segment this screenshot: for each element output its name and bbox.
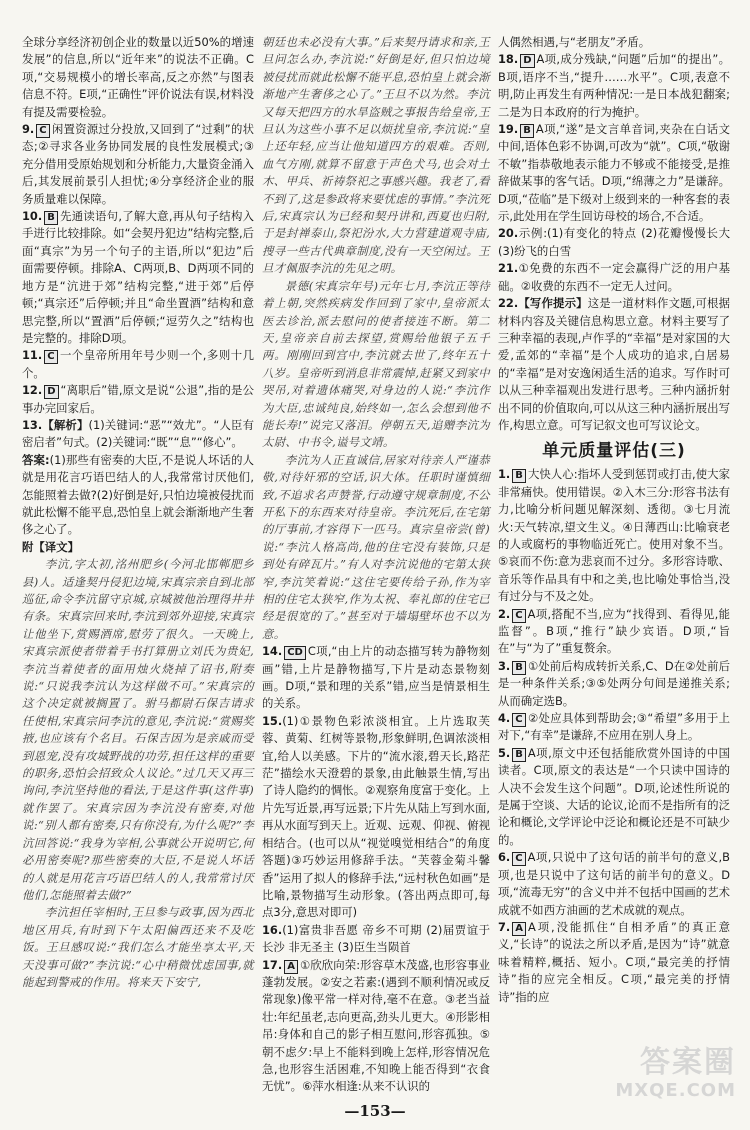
- answer-text: 这是一道材料作文题,可根据材料内容及关键信息构思立意。材料主要写了三种幸福的表现,卢作孚的“幸福”是对家国的大爱,孟郊的“幸福”是个人成功的追求,白居易的“幸福”是对安逸闲适生活的追求。写作时可以从三种幸福观出发进行思考。三种内涵折射出不同的价值取向,可以从这三种内涵折展出写作,构思立意。可写记叙文也可写议论文。: [498, 296, 730, 432]
- watermark-url: MXQE.COM: [615, 1080, 736, 1101]
- question-number: 11.: [22, 348, 43, 363]
- answer-item-s7: [498, 919, 730, 1006]
- answer-text: A项,“遂”是文言单音词,夹杂在白话文中间,语体色彩不协调,可改为“就”。C项,“敬谢不敏”指恭敬地表示能力不够或不能接受,是推辞做某事的客气话。D项,“绵薄之力”是谦辞。D项,“莅临”是下级对上级到来的一种客套的表示,此处用在学生回访母校的场合,不合适。: [498, 122, 730, 224]
- watermark-text: 答案圈: [640, 1045, 736, 1080]
- left-intro-text: 全球分享经济初创企业的数量以近50%的增速发展”的信息,所以“近年来”的说法不正确。C项,“交易规模小的增长率高,反之亦然”与图表信息不符。E项,“正确性”评价说法有误,材料没有提及需要检验。: [22, 35, 254, 119]
- answer-choice: B: [512, 661, 526, 675]
- answer-item-s3: [498, 658, 730, 710]
- question-number: 22.: [498, 296, 519, 311]
- question-number: 13.: [22, 417, 43, 432]
- answer-item-13: [22, 417, 254, 452]
- page-number: —153—: [344, 1102, 406, 1120]
- answer-text: 示例:(1)有变化的特点 (2)花瓣慢慢长大 (3)纷飞的白雪: [498, 226, 730, 258]
- answer-item-17: [262, 957, 490, 1096]
- question-number: 2.: [498, 606, 511, 621]
- question-number: 14.: [262, 644, 283, 659]
- answer-text: (1)那些有密奏的大臣,不是说人坏话的人就是用花言巧语巴结人的人,我常常讨厌他们,怎能照着去做?(2)好倒是好,只怕边境被侵扰而就此松懈不能平息,恐怕皇上就会渐渐地产生奢侈之心了。: [22, 452, 254, 537]
- answer-text: 大快人心:指坏人受到惩罚或打击,使大家非常痛快。使用错误。②入木三分:形容书法有力,比喻分析问题见解深刻、透彻。③七月流火:天气转凉,望文生义。④日薄西山:比喻衰老的人或腐朽的事物临近死亡。使用对象不当。⑤哀而不伤:意为悲哀而不过分。多形容诗歌、音乐等作品具有中和之美,也比喻处事恰当,没有过分与不及之处。: [498, 467, 730, 604]
- answer-text: (1)关键词:“恶”“效尤”。“人臣有密启者”句式。(2)关键词:“既”“息”“修心”。: [22, 417, 254, 450]
- answer-item-14: [262, 643, 490, 713]
- translation-paragraph: 李沆担任宰相时,王旦参与政事,因为西北地区用兵,有时到下午太阳偏西还来不及吃饭。王旦感叹说:“我们怎么才能坐享太平,天天没事可做?”李沆说:“心中稍微忧虑国事,就能起到警戒的作用。将来天下安宁,: [22, 905, 254, 989]
- answer-choice: CD: [284, 646, 306, 660]
- answer-text: A项,没能抓住“自相矛盾”的真正意义,“长诗”的说法之所以矛盾,是因为“诗”就意味着精粹,概括、短小。C项,“最完美的抒情诗”指的应完全相反。C项,“最完美的抒情诗”指的应: [498, 919, 730, 1004]
- answer-item-18: [498, 51, 730, 121]
- section-title: 单元质量评估(三): [542, 441, 686, 462]
- answer-item-12: [22, 382, 254, 417]
- left-column: [22, 34, 254, 991]
- answer-text: 闲置资源过分投放,又回到了“过剩”的状态;②寻求各业务协同发展的良性发展模式;③充分借用受原始规划和分析能力,大量资金涌入后,其发展前景引人担忧;④分享经济企业的服务质量难以保障。: [22, 122, 254, 206]
- answer-item-15: [262, 713, 490, 922]
- answer-choice: C: [36, 124, 49, 138]
- question-number: 18.: [498, 52, 519, 67]
- answer-label: 答案:: [22, 452, 50, 467]
- answer-choice: B: [44, 211, 58, 225]
- writing-tip-tag: 【写作提示】: [518, 296, 588, 311]
- answer-choice: C: [44, 350, 57, 364]
- answer-item-s5: [498, 745, 730, 849]
- answer-text: (1)①景物色彩浓淡相宜。上片选取芙蓉、黄菊、红树等景物,形象鲜明,色调浓淡相宜,给人以美感。下片的“流水滚,碧天长,路茫茫”描绘水天澄碧的景象,由此触景生情,写出了诗人隐约的惆怅。②观察角度富于变化。上片先写近景,再写远景;下片先从陆上写到水面,再从水面写到天上。近观、远观、仰视、俯视相结合。(也可以从“视觉嗅觉相结合”的角度答题)③巧妙运用修辞手法。“芙蓉金菊斗馨香”运用了拟人的修辞手法,“远村秋色如画”是比喻,景物描写生动形象。(答出两点即可,每点3分,意思对即可): [262, 713, 490, 920]
- answer-item-s1: [498, 466, 730, 605]
- answer-item-s2: [498, 606, 730, 658]
- question-number: 20.: [498, 226, 519, 241]
- answer-text: A项,成分残缺,“问题”后加“的提出”。B项,语序不当,“提升……水平”。C项,表意不明,防止再发生有两种情况:一是日本战犯翻案;二是为日本政府的行为掩护。: [498, 52, 730, 119]
- answer-choice: A: [284, 960, 298, 974]
- answer-text: 先通读语句,了解大意,再从句子结构入手进行比较排除。如“会契丹犯边”结构完整,后面“真宗”为另一个句子的主语,所以“犯边”后面需要停顿。排除A、C两项,B、D两项不同的地方是“沆进于郊”结构完整,“进于郊”后停顿;“真宗还”后停顿;并且“命坐置酒”结构和意思完整,所以“置酒”后停顿;“逗劳久之”结构也是完整的。排除D项。: [22, 209, 254, 345]
- middle-column: [262, 34, 490, 1096]
- answer-item-s6: [498, 849, 730, 919]
- answer-text: A项,只说中了这句话的前半句的意义,B项,也是只说中了这句话的前半句的意义。D项,“流毒无穷”的含义中并不包括中国画的艺术成就不如西方油画的艺术成就的观点。: [498, 850, 730, 917]
- answer-choice: C: [512, 713, 525, 727]
- answer-choice: C: [512, 609, 525, 623]
- answer-text: ①免费的东西不一定会赢得广泛的用户基础。②收费的东西不一定无人过问。: [498, 261, 730, 293]
- answer-choice: D: [520, 54, 534, 68]
- answer-item-16: [262, 922, 490, 957]
- question-number: 15.: [262, 713, 283, 728]
- question-number: 9.: [22, 122, 35, 137]
- answer-item-19: [498, 121, 730, 225]
- answer-choice: B: [512, 469, 526, 483]
- translation-handwritten-continued: [262, 34, 490, 643]
- answer-13-solution: [22, 452, 254, 539]
- answer-item-21: [498, 260, 730, 295]
- answer-item-11: [22, 347, 254, 382]
- answer-text: 一个皇帝所用年号少则一个,多则十几个。: [22, 348, 254, 380]
- translation-paragraph: 李沆,字太初,洺州肥乡(今河北邯郸肥乡县)人。适逢契丹侵犯边境,宋真宗亲自到北部巡征,命令李沆留守京城,京城被他治理得井井有条。宋真宗回来时,李沆到郊外迎接,宋真宗让他坐下,赏赐酒席,慰劳了很久。一天晚上,宋真宗派使者带着手书打算册立刘氏为贵妃,李沆当着使者的面用烛火烧掉了诏书,附奏说:“只说我李沆认为这样做不可。”宋真宗的这个决定就被搁置了。驸马都尉石保吉请求任使相,宋真宗问李沆的意见,李沆说:“赏赐奖掖,也应该有个名目。石保吉因为是亲戚而受到恩宠,没有攻城野战的功劳,担任这样的重要的职务,恐怕会招致众人议论。”过几天又再三询问,李沆坚持他的看法,于是这件事(这件事)就作罢了。宋真宗因为李沆没有密奏,对他说:“别人都有密奏,只有你没有,为什么呢?”李沆回答说:“我身为宰相,公事就公开说明它,何必用密奏呢?那些密奏的大臣,不是说人坏话的人就是用花言巧语巴结人的人,我常常讨厌他们,怎能照着去做?”: [22, 557, 254, 902]
- analysis-tag: 【解析】: [42, 417, 89, 432]
- answer-item-s4: [498, 710, 730, 745]
- translation-paragraph: 朝廷也未必没有大事。”后来契丹请求和亲,王旦问怎么办,李沆说:“好倒是好,但只怕边境被侵扰而就此松懈不能平息,恐怕皇上就会渐渐地产生奢侈之心了。”王旦不以为然。李沆又每天把四方的水旱盗贼之事报告给皇帝,王旦认为这些小事不足以烦扰皇帝,李沆说:“皇上还年轻,应当让他知道四方的艰难。否则,血气方刚,就算不留意于声色犬马,也会对土木、甲兵、祈祷祭祀之事感兴趣。我老了,看不到了,这是参政将来要忧虑的事情。”李沆死后,宋真宗认为已经和契丹讲和,西夏也归附,于是封禅泰山,祭祀汾水,大力营建道观寺庙,搜寻一些古代典章制度,没有一天空闲过。王旦才佩服李沆的先见之明。: [262, 35, 490, 276]
- question-number: 19.: [498, 122, 519, 137]
- answer-text: C项,“由上片的动态描写转为静物刻画”错,上片是静物描写,下片是动态景物刻画。D项,“景和理的关系”错,应当是情景相生的关系。: [262, 644, 490, 711]
- answer-text: (1)富贵非吾愿 帝乡不可期 (2)届贾谊于长沙 非无圣主 (3)臣生当陨首: [262, 922, 490, 955]
- question-number: 21.: [498, 261, 519, 276]
- question-number: 17.: [262, 957, 283, 972]
- answer-choice: B: [520, 124, 534, 138]
- question-number: 6.: [498, 850, 511, 865]
- answer-choice: B: [512, 748, 526, 762]
- question-number: 5.: [498, 745, 511, 760]
- answer-text: ①处前后构成转折关系,C、D在②处前后是一种条件关系;③⑤处两分句间是递推关系;从而确定选B。: [498, 658, 730, 708]
- answer-text: “离职后”错,原文是说“公退”,指的是公事办完回家后。: [22, 383, 254, 415]
- question-number: 1.: [498, 467, 511, 482]
- answer-choice: C: [512, 852, 525, 866]
- translation-handwritten: [22, 556, 254, 991]
- answer-item-10: [22, 208, 254, 347]
- answer-choice: A: [512, 922, 526, 936]
- translation-label: 附【译文】: [22, 539, 79, 554]
- answer-text: A项,原文中还包括能欣赏外国诗的中国读者。C项,原文的表达是“一个只读中国诗的人决不会发生这个问题”。D项,论述性所说的是属于空谈、大话的论议,论而不是指所有的泛论和概论,文学评论中泛论和概论还是不可缺少的。: [498, 745, 730, 847]
- right-column: [498, 34, 730, 1006]
- question-number: 12.: [22, 383, 43, 398]
- answer-item-9: [22, 121, 254, 208]
- page-number-value: 153: [359, 1102, 391, 1120]
- translation-paragraph: 李沆为人正直诚信,居家对待亲人严谨恭敬,对待奸邪的空话,识大体。任职时谨慎细致,不追求名声赞誉,行动遵守规章制度,不公开私下的东西来对待皇帝。李沆死后,在宅第的厅事前,才容得下一匹马。真宗皇帝尝(曾)说:“李沆人格高尚,他的住宅没有装饰,只是到处有碎瓦片。”有人对李沆说他的宅第太狭窄,李沆笑着说:“这住宅要传给子孙,作为宰相的住宅太狭窄,作为太祝、奉礼郎的住宅已经是很宽的了。”甚至对于墙塌壁坏也不以为意。: [262, 452, 490, 641]
- question-number: 7.: [498, 919, 511, 934]
- question-number: 3.: [498, 658, 511, 673]
- answer-text: ②处应具体到帮助会;③“希望”多用于上对下,“有幸”是谦辞,不应用在别人身上。: [498, 711, 730, 743]
- answer-text: ①欣欣向荣:形容草木茂盛,也形容事业蓬勃发展。②安之若素:(遇到不顺利情况或反常现象)像平常一样对待,毫不在意。③老当益壮:年纪虽老,志向更高,劲头儿更大。④形影相吊:身体和自己的影子相互慰问,形容孤独。⑤朝不虑夕:早上不能料到晚上怎样,形容情况危急,也形容生活困难,不知晚上能否得到“衣食无忧”。⑥萍水相逢:从来不认识的: [262, 957, 490, 1094]
- question-number: 10.: [22, 209, 43, 224]
- question-number: 16.: [262, 922, 283, 937]
- answer-item-22: [498, 295, 730, 434]
- right-intro-text: 人偶然相遇,与“老朋友”矛盾。: [498, 35, 651, 49]
- answer-text: A项,搭配不当,应为“找得到、看得见,能监督”。B项,“推行”缺少宾语。D项,“旨在”与“为了”重复赘余。: [498, 606, 730, 656]
- translation-paragraph: 景德(宋真宗年号)元年七月,李沆正等待着上朝,突然疾病发作回到了家中,皇帝派太医去诊治,派去慰问的使者接连不断。第二天,皇帝亲自前去探望,赏赐给他银子五千两。刚刚回到宫中,李沆就去世了,终年五十八岁。皇帝听到消息非常震悼,赶紧又到家中哭吊,对着遗体痛哭,对身边的人说:“李沆作为大臣,忠诚纯良,始终如一,怎么会想到他不能长寿!”说完又落泪。停朝五天,追赠李沆为太尉、中书令,谥号文靖。: [262, 278, 490, 450]
- question-number: 4.: [498, 711, 511, 726]
- watermark-logo: [606, 1046, 736, 1114]
- answer-item-20: [498, 225, 730, 260]
- answer-choice: D: [44, 385, 58, 399]
